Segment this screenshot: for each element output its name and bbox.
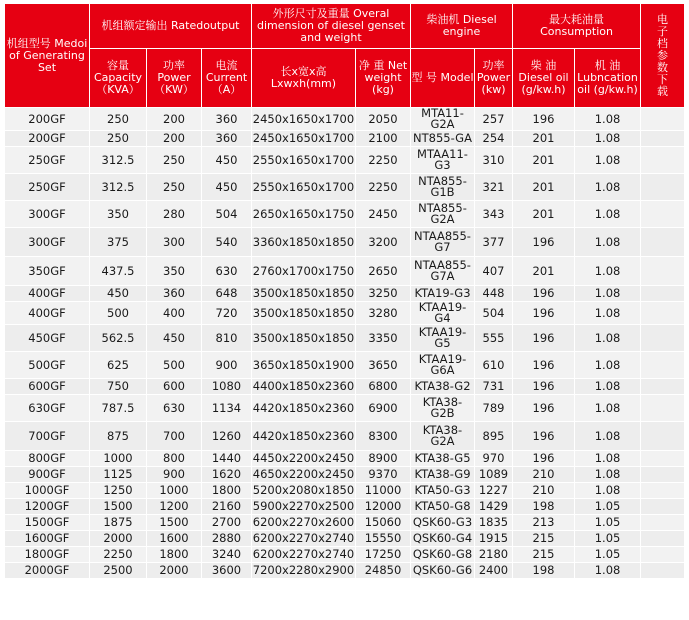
cell-download-blank [641, 147, 685, 174]
cell-lube-oil: 1.08 [575, 467, 641, 483]
cell-model: 450GF [5, 325, 90, 352]
cell-diesel-oil: 196 [513, 325, 575, 352]
cell-lube-oil: 1.08 [575, 108, 641, 131]
cell-net-weight: 2250 [356, 174, 411, 201]
cell-lube-oil: 1.08 [575, 422, 641, 451]
cell-download-blank [641, 131, 685, 147]
cell-model: 200GF [5, 108, 90, 131]
cell-engine-model: KTA38-G2 [411, 379, 475, 395]
cell-current: 810 [202, 325, 252, 352]
cell-capacity: 1250 [90, 483, 147, 499]
cell-diesel-oil: 201 [513, 131, 575, 147]
header-engine-power: 功率 Power (kw) [475, 49, 513, 108]
header-lwh: 长x宽x高 Lxwxh(mm) [252, 49, 356, 108]
cell-power: 700 [147, 422, 202, 451]
table-row [5, 257, 685, 286]
cell-download-blank [641, 325, 685, 352]
cell-lube-oil: 1.08 [575, 483, 641, 499]
header-capacity: 容量 Capacity （KVA） [90, 49, 147, 108]
cell-diesel-oil: 213 [513, 515, 575, 531]
cell-dimension: 3500x1850x1850 [252, 286, 355, 300]
cell-download-blank [641, 379, 685, 395]
cell-engine-power: 1835 [475, 515, 513, 531]
cell-current: 630 [202, 257, 252, 286]
cell-power: 2000 [147, 563, 202, 579]
cell-download-blank [641, 563, 685, 579]
cell-diesel-oil: 196 [513, 302, 575, 325]
table-row [5, 467, 685, 483]
cell-download-blank [641, 201, 685, 228]
cell-power: 500 [147, 352, 202, 379]
cell-engine-power: 555 [475, 325, 513, 352]
cell-current: 360 [202, 108, 252, 131]
cell-engine-model: KTA38-G2B [411, 395, 475, 422]
table-row [5, 547, 685, 563]
cell-capacity: 500 [90, 302, 147, 325]
cell-dimension: 7200x2280x2900 [252, 563, 355, 577]
cell-current: 3600 [202, 563, 252, 579]
cell-power: 250 [147, 147, 202, 174]
cell-engine-model: MTA11-G2A [411, 108, 475, 131]
table-row [5, 515, 685, 531]
cell-power: 1500 [147, 515, 202, 531]
cell-model: 400GF [5, 286, 90, 302]
cell-lube-oil: 1.05 [575, 515, 641, 531]
header-lube-oil: 机 油 Lubncation oil (g/kw.h) [575, 49, 641, 108]
cell-lube-oil: 1.05 [575, 547, 641, 563]
cell-lube-oil: 1.08 [575, 286, 641, 302]
cell-net-weight: 11000 [356, 483, 411, 499]
cell-download-blank [641, 451, 685, 467]
cell-net-weight: 8900 [356, 451, 411, 467]
cell-model: 900GF [5, 467, 90, 483]
cell-power: 1200 [147, 499, 202, 515]
cell-diesel-oil: 201 [513, 147, 575, 174]
cell-capacity: 375 [90, 228, 147, 257]
cell-capacity: 1000 [90, 451, 147, 467]
cell-engine-model: KTAA19-G5 [411, 325, 475, 352]
cell-power: 360 [147, 286, 202, 302]
cell-net-weight: 6800 [356, 379, 411, 395]
cell-engine-power: 321 [475, 174, 513, 201]
cell-engine-model: NTAA855-G7 [411, 228, 475, 257]
cell-model: 1200GF [5, 499, 90, 515]
cell-engine-model: QSK60-G4 [411, 531, 475, 547]
cell-capacity: 350 [90, 201, 147, 228]
cell-engine-model: NTA855-G1B [411, 174, 475, 201]
cell-current: 1620 [202, 467, 252, 483]
cell-dimension: 2550x1650x1700 [252, 174, 356, 201]
table-row [5, 451, 685, 467]
cell-current: 2700 [202, 515, 252, 531]
table-header [5, 4, 685, 108]
cell-engine-model: KTA50-G3 [411, 483, 475, 499]
cell-net-weight: 2050 [356, 108, 411, 131]
table-row [5, 228, 685, 257]
cell-capacity: 250 [90, 108, 147, 131]
cell-engine-power: 1915 [475, 531, 513, 547]
header-consumption: 最大耗油量 Consumption [513, 4, 641, 49]
cell-model: 400GF [5, 302, 90, 325]
cell-net-weight: 15060 [356, 515, 411, 531]
table-row [5, 325, 685, 352]
cell-diesel-oil: 201 [513, 257, 575, 286]
cell-net-weight: 3280 [356, 302, 411, 325]
cell-engine-model: QSK60-G8 [411, 547, 475, 563]
cell-engine-power: 254 [475, 131, 513, 147]
cell-capacity: 250 [90, 131, 147, 147]
cell-power: 900 [147, 467, 202, 483]
header-net-weight: 净 重 Net weight (kg) [356, 49, 411, 108]
cell-model: 300GF [5, 228, 90, 257]
table-row [5, 379, 685, 395]
cell-dimension: 6200x2270x2740 [252, 531, 355, 545]
header-power: 功率 Power （KW） [147, 49, 202, 108]
cell-engine-model: KTA38-G9 [411, 467, 475, 483]
cell-engine-model: KTA50-G8 [411, 499, 475, 515]
cell-current: 2160 [202, 499, 252, 515]
cell-current: 1800 [202, 483, 252, 499]
cell-diesel-oil: 210 [513, 483, 575, 499]
cell-current: 450 [202, 147, 252, 174]
cell-power: 250 [147, 174, 202, 201]
cell-lube-oil: 1.08 [575, 257, 641, 286]
cell-lube-oil: 1.08 [575, 379, 641, 395]
cell-model: 250GF [5, 147, 90, 174]
cell-dimension: 3360x1850x1850 [252, 228, 356, 257]
cell-power: 1600 [147, 531, 202, 547]
cell-dimension: 4650x2200x2450 [252, 467, 355, 481]
cell-capacity: 787.5 [90, 395, 147, 422]
cell-lube-oil: 1.08 [575, 201, 641, 228]
cell-download-blank [641, 395, 685, 422]
cell-current: 1260 [202, 422, 252, 451]
cell-diesel-oil: 201 [513, 201, 575, 228]
table-row [5, 563, 685, 579]
cell-net-weight: 3650 [356, 352, 411, 379]
cell-model: 200GF [5, 131, 90, 147]
cell-capacity: 562.5 [90, 325, 147, 352]
cell-model: 630GF [5, 395, 90, 422]
cell-download-blank [641, 547, 685, 563]
cell-dimension: 2450x1650x1700 [252, 108, 356, 131]
cell-net-weight: 24850 [356, 563, 411, 579]
cell-diesel-oil: 196 [513, 422, 575, 451]
cell-lube-oil: 1.08 [575, 302, 641, 325]
cell-capacity: 750 [90, 379, 147, 395]
cell-diesel-oil: 215 [513, 547, 575, 563]
cell-net-weight: 3250 [356, 286, 411, 302]
cell-download-blank [641, 228, 685, 257]
cell-lube-oil: 1.08 [575, 325, 641, 352]
header-engine-model: 型 号 Model [411, 49, 475, 108]
cell-net-weight: 6900 [356, 395, 411, 422]
cell-power: 1800 [147, 547, 202, 563]
table-row [5, 131, 685, 147]
cell-capacity: 2250 [90, 547, 147, 563]
cell-dimension: 4450x2200x2450 [252, 451, 355, 465]
cell-engine-power: 895 [475, 422, 513, 451]
cell-dimension: 3500x1850x1850 [252, 302, 356, 325]
cell-net-weight: 2250 [356, 147, 411, 174]
cell-engine-model: NT855-GA [411, 131, 475, 147]
cell-engine-power: 2180 [475, 547, 513, 563]
cell-capacity: 312.5 [90, 147, 147, 174]
table-row [5, 108, 685, 131]
table-row [5, 483, 685, 499]
cell-net-weight: 12000 [356, 499, 411, 515]
cell-engine-power: 789 [475, 395, 513, 422]
cell-current: 450 [202, 174, 252, 201]
cell-engine-model: QSK60-G3 [411, 515, 475, 531]
cell-current: 900 [202, 352, 252, 379]
cell-model: 1600GF [5, 531, 90, 547]
cell-dimension: 2650x1650x1750 [252, 201, 356, 228]
cell-capacity: 2000 [90, 531, 147, 547]
cell-diesel-oil: 196 [513, 108, 575, 131]
cell-diesel-oil: 215 [513, 531, 575, 547]
table-row [5, 395, 685, 422]
cell-model: 300GF [5, 201, 90, 228]
cell-net-weight: 3350 [356, 325, 411, 352]
cell-download-blank [641, 531, 685, 547]
cell-capacity: 1875 [90, 515, 147, 531]
table-row [5, 531, 685, 547]
cell-engine-power: 377 [475, 228, 513, 257]
cell-diesel-oil: 196 [513, 451, 575, 467]
cell-dimension: 2550x1650x1700 [252, 147, 356, 174]
cell-power: 600 [147, 379, 202, 395]
cell-lube-oil: 1.08 [575, 563, 641, 579]
header-diesel-engine: 柴油机 Diesel engine [411, 4, 513, 49]
cell-net-weight: 9370 [356, 467, 411, 483]
cell-capacity: 2500 [90, 563, 147, 579]
cell-lube-oil: 1.08 [575, 147, 641, 174]
cell-capacity: 312.5 [90, 174, 147, 201]
table-row [5, 499, 685, 515]
cell-net-weight: 2100 [356, 131, 411, 147]
cell-diesel-oil: 196 [513, 352, 575, 379]
cell-current: 1134 [202, 395, 252, 422]
cell-diesel-oil: 198 [513, 563, 575, 579]
cell-lube-oil: 1.05 [575, 499, 641, 515]
cell-diesel-oil: 196 [513, 395, 575, 422]
cell-diesel-oil: 201 [513, 174, 575, 201]
cell-lube-oil: 1.08 [575, 395, 641, 422]
cell-current: 720 [202, 302, 252, 325]
cell-engine-model: MTAA11-G3 [411, 147, 475, 174]
cell-power: 300 [147, 228, 202, 257]
table-row [5, 352, 685, 379]
cell-power: 1000 [147, 483, 202, 499]
table-row [5, 174, 685, 201]
cell-lube-oil: 1.08 [575, 174, 641, 201]
cell-lube-oil: 1.08 [575, 228, 641, 257]
cell-engine-model: KTA19-G3 [411, 286, 475, 302]
cell-diesel-oil: 196 [513, 379, 575, 395]
cell-capacity: 1125 [90, 467, 147, 483]
cell-capacity: 1500 [90, 499, 147, 515]
cell-current: 648 [202, 286, 252, 302]
cell-engine-power: 448 [475, 286, 513, 302]
cell-lube-oil: 1.08 [575, 451, 641, 467]
cell-model: 2000GF [5, 563, 90, 579]
cell-engine-power: 310 [475, 147, 513, 174]
cell-download-blank [641, 257, 685, 286]
cell-engine-power: 257 [475, 108, 513, 131]
cell-engine-power: 731 [475, 379, 513, 395]
cell-net-weight: 8300 [356, 422, 411, 451]
header-current: 电流 Current （A） [202, 49, 252, 108]
cell-dimension: 4420x1850x2360 [252, 422, 356, 451]
cell-power: 630 [147, 395, 202, 422]
cell-dimension: 6200x2270x2600 [252, 515, 355, 529]
cell-engine-model: KTAA19-G4 [411, 302, 475, 325]
cell-dimension: 3500x1850x1850 [252, 325, 356, 352]
table-row [5, 422, 685, 451]
cell-current: 2880 [202, 531, 252, 547]
cell-dimension: 4400x1850x2360 [252, 379, 355, 393]
cell-diesel-oil: 210 [513, 467, 575, 483]
cell-model: 700GF [5, 422, 90, 451]
cell-model: 350GF [5, 257, 90, 286]
cell-current: 360 [202, 131, 252, 147]
cell-power: 450 [147, 325, 202, 352]
cell-power: 800 [147, 451, 202, 467]
download-link[interactable]: 电子档参数下载 [657, 12, 669, 98]
cell-engine-model: NTA855-G2A [411, 201, 475, 228]
cell-capacity: 625 [90, 352, 147, 379]
cell-capacity: 875 [90, 422, 147, 451]
cell-power: 200 [147, 108, 202, 131]
cell-engine-model: QSK60-G6 [411, 563, 475, 579]
cell-engine-model: NTAA855-G7A [411, 257, 475, 286]
cell-dimension: 2760x1700x1750 [252, 257, 356, 286]
cell-diesel-oil: 198 [513, 499, 575, 515]
cell-diesel-oil: 196 [513, 228, 575, 257]
cell-download-blank [641, 422, 685, 451]
cell-engine-power: 504 [475, 302, 513, 325]
cell-engine-power: 1227 [475, 483, 513, 499]
cell-engine-model: KTAA19-G6A [411, 352, 475, 379]
cell-engine-power: 610 [475, 352, 513, 379]
cell-model: 500GF [5, 352, 90, 379]
cell-engine-model: KTA38-G2A [411, 422, 475, 451]
cell-dimension: 6200x2270x2740 [252, 547, 355, 561]
cell-power: 400 [147, 302, 202, 325]
cell-net-weight: 17250 [356, 547, 411, 563]
cell-engine-model: KTA38-G5 [411, 451, 475, 467]
cell-diesel-oil: 196 [513, 286, 575, 302]
cell-current: 540 [202, 228, 252, 257]
header-rated-output: 机组额定输出 Ratedoutput [90, 4, 252, 49]
cell-engine-power: 970 [475, 451, 513, 467]
table-row [5, 286, 685, 302]
cell-current: 3240 [202, 547, 252, 563]
cell-lube-oil: 1.05 [575, 531, 641, 547]
header-model: 机组型号 Medoi of Generating Set [5, 4, 90, 108]
cell-power: 200 [147, 131, 202, 147]
cell-current: 1080 [202, 379, 252, 395]
cell-dimension: 5900x2270x2500 [252, 499, 355, 513]
cell-download-blank [641, 108, 685, 131]
cell-model: 600GF [5, 379, 90, 395]
cell-capacity: 450 [90, 286, 147, 302]
cell-dimension: 4420x1850x2360 [252, 395, 356, 422]
cell-model: 250GF [5, 174, 90, 201]
header-diesel-oil: 柴 油 Diesel oil (g/kw.h) [513, 49, 575, 108]
cell-download-blank [641, 467, 685, 483]
header-dimension: 外形尺寸及重量 Overal dimension of diesel genset and weight [252, 4, 411, 49]
cell-lube-oil: 1.08 [575, 352, 641, 379]
cell-download-blank [641, 499, 685, 515]
cell-power: 350 [147, 257, 202, 286]
table-row [5, 302, 685, 325]
table-row [5, 147, 685, 174]
cell-model: 1800GF [5, 547, 90, 563]
cell-dimension: 5200x2080x1850 [252, 483, 355, 497]
header-download-cell[interactable] [641, 4, 685, 108]
table-row [5, 201, 685, 228]
cell-engine-power: 407 [475, 257, 513, 286]
cell-download-blank [641, 286, 685, 302]
cell-model: 800GF [5, 451, 90, 467]
cell-download-blank [641, 483, 685, 499]
cell-engine-power: 2400 [475, 563, 513, 579]
cell-engine-power: 1429 [475, 499, 513, 515]
cell-engine-power: 343 [475, 201, 513, 228]
cell-current: 504 [202, 201, 252, 228]
cell-model: 1000GF [5, 483, 90, 499]
cell-net-weight: 15550 [356, 531, 411, 547]
cell-net-weight: 2450 [356, 201, 411, 228]
table-body [5, 108, 685, 579]
cell-current: 1440 [202, 451, 252, 467]
cell-lube-oil: 1.08 [575, 131, 641, 147]
cell-capacity: 437.5 [90, 257, 147, 286]
cell-download-blank [641, 352, 685, 379]
cell-download-blank [641, 515, 685, 531]
cell-model: 1500GF [5, 515, 90, 531]
cell-engine-power: 1089 [475, 467, 513, 483]
generator-spec-table [4, 3, 685, 579]
cell-dimension: 3650x1850x1900 [252, 352, 356, 379]
cell-download-blank [641, 302, 685, 325]
cell-power: 280 [147, 201, 202, 228]
cell-net-weight: 3200 [356, 228, 411, 257]
cell-dimension: 2450x1650x1700 [252, 131, 355, 145]
cell-download-blank [641, 174, 685, 201]
cell-net-weight: 2650 [356, 257, 411, 286]
spec-table-wrapper [4, 3, 685, 579]
